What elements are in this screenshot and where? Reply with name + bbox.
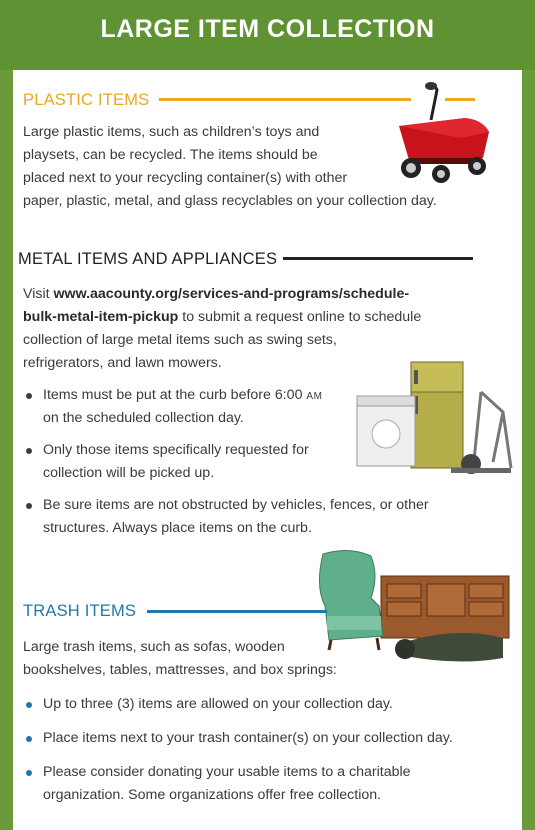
plastic-line-3: placed next to your recycling container(s) with other xyxy=(23,170,348,186)
plastic-line-1: Large plastic items, such as children’s toys and xyxy=(23,124,320,140)
metal-intro-line-1: Visit www.aacounty.org/services-and-programs/schedule- xyxy=(23,286,410,302)
metal-bullet-1-line-1: Items must be put at the curb before 6:00 AM xyxy=(43,387,323,403)
metal-bullet-dot-2 xyxy=(26,448,32,454)
trash-section-title: TRASH ITEMS xyxy=(23,602,137,620)
metal-intro-line-3: collection of large metal items such as swing sets, xyxy=(23,332,337,348)
schedule-pickup-url-cont[interactable]: bulk-metal-item-pickup xyxy=(23,309,179,325)
header-banner xyxy=(0,0,535,70)
trash-bullet-3-line-2: organization. Some organizations offer free collection. xyxy=(43,787,382,803)
trash-bullet-dot-3 xyxy=(26,770,32,776)
trash-bullet-dot-1 xyxy=(26,702,32,708)
metal-bullet-dot-1 xyxy=(26,393,32,399)
trash-line-1: Large trash items, such as sofas, wooden xyxy=(23,639,285,655)
red-wagon-icon xyxy=(391,80,499,184)
plastic-line-4: paper, plastic, metal, and glass recyclables on your collection day. xyxy=(23,193,437,209)
metal-intro-line-2: bulk-metal-item-pickup to submit a request online to schedule xyxy=(23,309,422,325)
metal-section-title: METAL ITEMS AND APPLIANCES xyxy=(18,250,278,268)
trash-bullet-2: Place items next to your trash container(s) on your collection day. xyxy=(43,730,453,746)
metal-rule xyxy=(283,257,473,260)
trash-bullet-1: Up to three (3) items are allowed on your collection day. xyxy=(43,696,393,712)
trash-line-2: bookshelves, tables, mattresses, and box springs: xyxy=(23,662,337,678)
metal-bullet-3-line-1: Be sure items are not obstructed by vehicles, fences, or other xyxy=(43,497,429,513)
content-panel xyxy=(13,70,522,830)
metal-intro-line-4: refrigerators, and lawn mowers. xyxy=(23,355,222,371)
plastic-rule xyxy=(159,98,411,101)
schedule-pickup-url[interactable]: www.aacounty.org/services-and-programs/schedule- xyxy=(53,286,410,302)
plastic-section-title: PLASTIC ITEMS xyxy=(23,91,150,109)
metal-bullet-1-line-2: on the scheduled collection day. xyxy=(43,410,244,426)
metal-bullet-dot-3 xyxy=(26,503,32,509)
trash-bullet-3-line-1: Please consider donating your usable items to a charitable xyxy=(43,764,411,780)
trash-rule xyxy=(147,610,327,613)
furniture-icon xyxy=(309,546,514,666)
plastic-line-2: playsets, can be recycled. The items should be xyxy=(23,147,318,163)
metal-bullet-2-line-1: Only those items specifically requested for xyxy=(43,442,309,458)
metal-bullet-3-line-2: structures. Always place items on the curb. xyxy=(43,520,312,536)
trash-bullet-dot-2 xyxy=(26,736,32,742)
metal-bullet-2-line-2: collection will be picked up. xyxy=(43,465,215,481)
page-title: LARGE ITEM COLLECTION xyxy=(100,15,435,43)
appliances-icon xyxy=(353,352,523,482)
